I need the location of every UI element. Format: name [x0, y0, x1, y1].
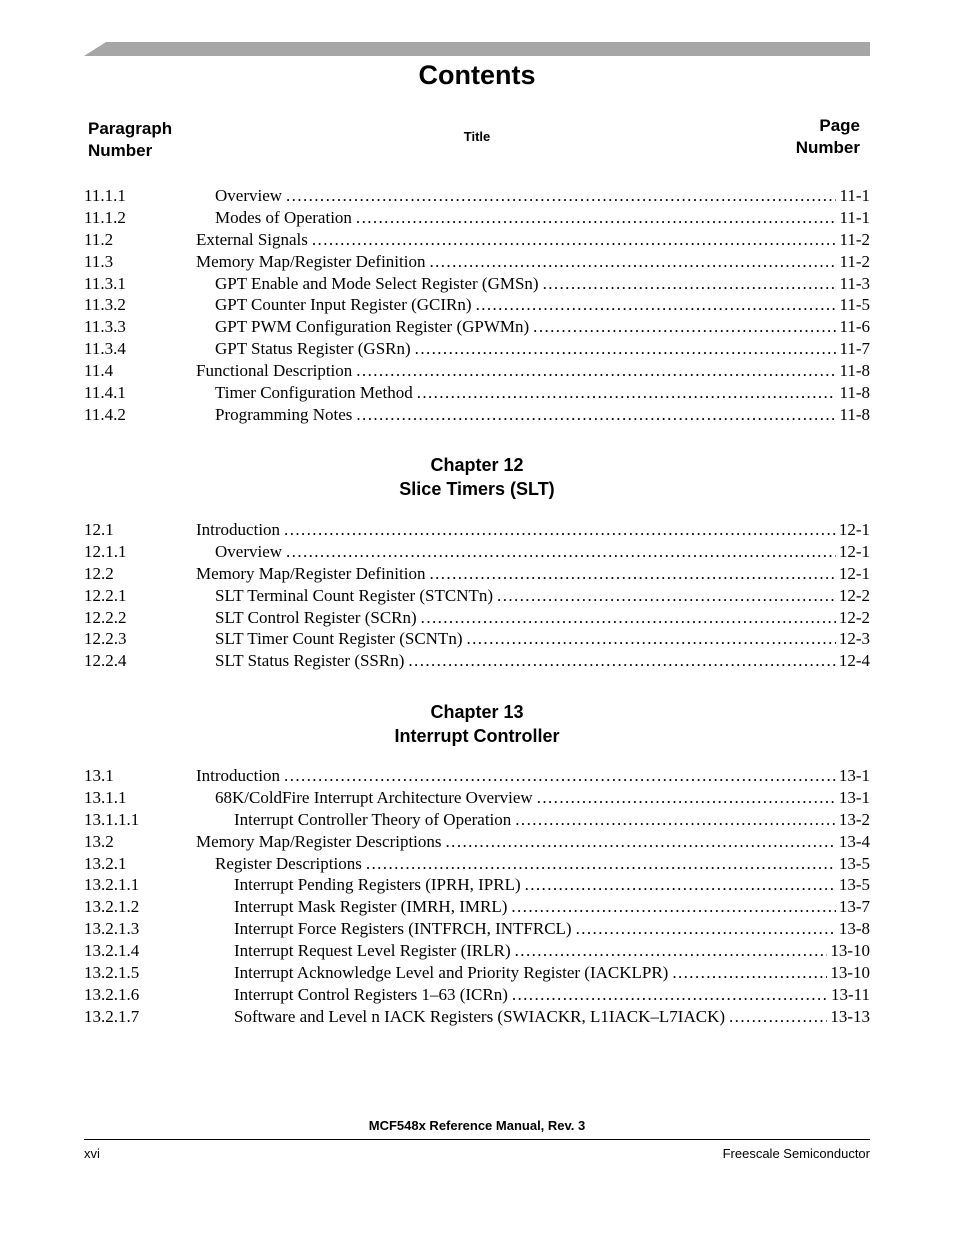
toc-entry-title: Interrupt Controller Theory of Operation	[234, 809, 512, 829]
toc-dot-leader	[312, 229, 837, 251]
toc-entry-page: 11-8	[839, 383, 870, 403]
toc-entry-line	[215, 273, 870, 295]
toc-entry[interactable]	[84, 519, 870, 541]
toc-dot-leader	[408, 650, 835, 672]
toc-entry-number: 11.1.2	[84, 207, 126, 227]
toc-dot-leader	[286, 185, 836, 207]
toc-entry-number: 11.3.4	[84, 339, 126, 359]
toc-entry-title: Timer Configuration Method	[215, 383, 413, 403]
toc-entry-number: 12.2.1	[84, 585, 127, 605]
toc-entry-number: 13.2.1.4	[84, 941, 140, 961]
toc-entry-page: 13-1	[838, 787, 870, 807]
toc-entry-line	[215, 607, 870, 629]
toc-entry-title: Software and Level n IACK Registers (SWIACKR, L1IACK–L7IACK)	[234, 1006, 726, 1026]
toc-entry-line	[234, 874, 870, 896]
toc-entry-number: 11.2	[84, 229, 114, 249]
toc-entry[interactable]	[84, 940, 870, 962]
toc-entry-line	[196, 360, 870, 382]
toc-entry[interactable]	[84, 563, 870, 585]
toc-dot-leader	[533, 316, 836, 338]
toc-entry-title: Interrupt Request Level Register (IRLR)	[234, 941, 511, 961]
toc-entry-page: 11-3	[839, 273, 870, 293]
toc-entry-line	[234, 918, 870, 940]
toc-entry-line	[234, 962, 870, 984]
toc-entry-number: 11.3.1	[84, 273, 126, 293]
toc-entry-page: 13-5	[838, 853, 870, 873]
toc-entry-line	[234, 984, 870, 1006]
toc-entry-number: 13.2.1.3	[84, 919, 140, 939]
toc-entry[interactable]	[84, 853, 870, 875]
toc-entry-page: 11-8	[839, 361, 870, 381]
toc-entry[interactable]	[84, 628, 870, 650]
footer-publisher: Freescale Semiconductor	[722, 1146, 870, 1161]
toc-entry-number: 11.4	[84, 361, 114, 381]
toc-entry-number: 11.4.1	[84, 383, 126, 403]
toc-entry-number: 12.1	[84, 520, 114, 539]
toc-dot-leader	[515, 809, 836, 831]
toc-entry-number: 11.3.3	[84, 317, 126, 337]
toc-entry-title: Interrupt Force Registers (INTFRCH, INTFRCL)	[234, 919, 572, 939]
toc-entry-number: 13.2.1.1	[84, 875, 140, 895]
toc-entry-line	[215, 541, 870, 563]
toc-entry-number: 13.1	[84, 766, 114, 785]
toc-entry-page: 11-6	[839, 317, 870, 337]
toc-dot-leader	[284, 765, 836, 787]
toc-entry-line	[234, 940, 870, 962]
toc-entry-title: GPT Status Register (GSRn)	[215, 339, 411, 359]
toc-entry-line	[215, 650, 870, 672]
toc-dot-leader	[356, 360, 836, 382]
toc-dot-leader	[672, 962, 827, 984]
toc-entry-title: Introduction	[196, 766, 281, 785]
toc-entry-title: GPT Enable and Mode Select Register (GMSn)	[215, 273, 539, 293]
toc-dot-leader	[356, 207, 837, 229]
toc-dot-leader	[429, 563, 835, 585]
toc-entry-line	[215, 787, 870, 809]
toc-dot-leader	[421, 607, 836, 629]
toc-section-chapter-11	[84, 185, 870, 426]
toc-entry-number: 13.2	[84, 831, 114, 851]
toc-entry-line	[196, 563, 870, 585]
toc-entry-number: 13.1.1	[84, 787, 127, 807]
toc-entry-title: External Signals	[196, 229, 308, 249]
toc-entry[interactable]	[84, 874, 870, 896]
toc-entry-line	[215, 382, 870, 404]
toc-entry-line	[215, 207, 870, 229]
toc-entry-page: 13-5	[838, 875, 870, 895]
toc-entry-title: Register Descriptions	[215, 853, 362, 873]
toc-entry-page: 13-1	[838, 766, 870, 785]
toc-entry-title: Interrupt Acknowledge Level and Priority Register (IACKLPR)	[234, 963, 669, 983]
toc-dot-leader	[511, 896, 835, 918]
toc-entry-title: Modes of Operation	[215, 207, 352, 227]
toc-dot-leader	[284, 519, 836, 541]
toc-entry-title: SLT Timer Count Register (SCNTn)	[215, 629, 463, 649]
column-header-title: Title	[463, 129, 491, 144]
toc-entry[interactable]	[84, 918, 870, 940]
toc-entry[interactable]	[84, 273, 870, 295]
toc-entry-page: 13-2	[838, 809, 870, 829]
toc-entry-line	[215, 185, 870, 207]
toc-section-chapter-13	[84, 765, 870, 1028]
toc-dot-leader	[576, 918, 836, 940]
toc-dot-leader	[525, 874, 836, 896]
toc-entry-number: 12.2.2	[84, 607, 127, 627]
toc-entry-line	[234, 896, 870, 918]
toc-entry-title: Programming Notes	[215, 404, 353, 424]
toc-entry[interactable]	[84, 787, 870, 809]
toc-entry-page: 11-7	[839, 339, 870, 359]
toc-entry-title: Interrupt Control Registers 1–63 (ICRn)	[234, 984, 508, 1004]
toc-entry-number: 13.2.1.7	[84, 1006, 140, 1026]
toc-entry-title: Memory Map/Register Definition	[196, 563, 426, 583]
toc-dot-leader	[446, 831, 836, 853]
toc-entry-title: GPT PWM Configuration Register (GPWMn)	[215, 317, 530, 337]
toc-entry-line	[215, 404, 870, 426]
toc-entry-page: 12-2	[838, 607, 870, 627]
toc-entry-page: 13-11	[830, 984, 870, 1004]
toc-entry-page: 11-5	[839, 295, 870, 315]
toc-entry-line	[234, 1006, 870, 1028]
toc-entry[interactable]	[84, 360, 870, 382]
toc-section-chapter-12	[84, 519, 870, 672]
toc-entry-page: 12-1	[838, 541, 870, 561]
toc-entry-page: 12-1	[838, 563, 870, 583]
toc-dot-leader	[286, 541, 836, 563]
toc-entry-line	[196, 251, 870, 273]
toc-entry-page: 12-4	[838, 651, 870, 671]
toc-dot-leader	[466, 628, 835, 650]
footer-manual-title: MCF548x Reference Manual, Rev. 3	[368, 1118, 586, 1133]
toc-entry[interactable]	[84, 251, 870, 273]
toc-entry[interactable]	[84, 185, 870, 207]
toc-entry[interactable]	[84, 294, 870, 316]
toc-entry[interactable]	[84, 1006, 870, 1028]
toc-entry[interactable]	[84, 382, 870, 404]
chapter-13-heading: Chapter 13 Interrupt Controller	[394, 702, 560, 746]
toc-entry-line	[196, 519, 870, 541]
toc-entry-title: Overview	[215, 541, 283, 561]
toc-entry-number: 13.2.1.6	[84, 984, 140, 1004]
toc-dot-leader	[512, 984, 828, 1006]
toc-entry-title: GPT Counter Input Register (GCIRn)	[215, 295, 472, 315]
toc-entry-title: Introduction	[196, 520, 281, 539]
toc-entry-page: 11-1	[839, 186, 870, 205]
toc-entry-number: 13.2.1	[84, 853, 127, 873]
toc-entry-page: 13-8	[838, 919, 870, 939]
toc-entry[interactable]	[84, 585, 870, 607]
page-title: Contents	[418, 60, 536, 90]
toc-entry-line	[215, 338, 870, 360]
toc-entry[interactable]	[84, 765, 870, 787]
toc-dot-leader	[537, 787, 836, 809]
toc-entry-number: 12.2.3	[84, 629, 127, 649]
toc-entry-page: 11-8	[839, 404, 870, 424]
footer-divider	[84, 1139, 870, 1140]
toc-entry-page: 13-10	[830, 941, 870, 961]
toc-entry-title: SLT Status Register (SSRn)	[215, 651, 405, 671]
toc-dot-leader	[543, 273, 837, 295]
toc-entry-number: 11.3	[84, 251, 114, 271]
toc-entry[interactable]	[84, 316, 870, 338]
toc-entry-title: SLT Control Register (SCRn)	[215, 607, 417, 627]
toc-entry-line	[196, 831, 870, 853]
toc-entry[interactable]	[84, 962, 870, 984]
toc-dot-leader	[729, 1006, 827, 1028]
column-header-page-number: Page Number	[795, 116, 860, 157]
toc-entry-title: Interrupt Pending Registers (IPRH, IPRL)	[234, 875, 521, 895]
header-banner	[84, 42, 870, 56]
toc-entry-page: 13-7	[838, 897, 870, 917]
toc-entry[interactable]	[84, 338, 870, 360]
toc-entry-number: 11.4.2	[84, 404, 126, 424]
toc-entry-number: 11.1.1	[84, 186, 126, 205]
toc-entry-line	[215, 316, 870, 338]
toc-entry[interactable]	[84, 207, 870, 229]
toc-entry-title: Memory Map/Register Definition	[196, 251, 426, 271]
toc-entry[interactable]	[84, 404, 870, 426]
toc-entry-number: 13.2.1.5	[84, 963, 140, 983]
toc-dot-leader	[429, 251, 836, 273]
toc-entry-line	[196, 765, 870, 787]
toc-entry[interactable]	[84, 896, 870, 918]
toc-entry-line	[234, 809, 870, 831]
toc-entry-title: 68K/ColdFire Interrupt Architecture Overview	[215, 787, 533, 807]
toc-entry-line	[215, 853, 870, 875]
toc-entry-page: 11-2	[839, 229, 870, 249]
toc-dot-leader	[366, 853, 836, 875]
chapter-12-heading: Chapter 12 Slice Timers (SLT)	[399, 455, 555, 499]
toc-entry[interactable]	[84, 541, 870, 563]
toc-entry-number: 13.2.1.2	[84, 897, 140, 917]
toc-dot-leader	[415, 338, 837, 360]
toc-entry-line	[215, 628, 870, 650]
toc-entry-number: 11.3.2	[84, 295, 126, 315]
toc-dot-leader	[497, 585, 836, 607]
toc-dot-leader	[515, 940, 828, 962]
toc-entry[interactable]	[84, 984, 870, 1006]
toc-entry-title: Interrupt Mask Register (IMRH, IMRL)	[234, 897, 508, 917]
toc-entry[interactable]	[84, 809, 870, 831]
toc-entry[interactable]	[84, 650, 870, 672]
toc-entry[interactable]	[84, 229, 870, 251]
toc-entry[interactable]	[84, 831, 870, 853]
toc-entry-page: 12-3	[838, 629, 870, 649]
toc-entry-page: 13-10	[830, 963, 870, 983]
toc-entry-line	[215, 585, 870, 607]
toc-entry-page: 11-1	[839, 207, 870, 227]
footer-page-number: xvi	[84, 1146, 100, 1161]
toc-entry-page: 13-4	[838, 831, 870, 851]
toc-entry-page: 11-2	[839, 251, 870, 271]
column-header-paragraph-number: Paragraph Number	[88, 119, 173, 160]
toc-entry-title: Memory Map/Register Descriptions	[196, 831, 442, 851]
toc-entry[interactable]	[84, 607, 870, 629]
toc-entry-number: 13.1.1.1	[84, 809, 140, 829]
toc-dot-leader	[417, 382, 837, 404]
toc-dot-leader	[476, 294, 837, 316]
toc-entry-page: 12-1	[838, 520, 870, 539]
toc-entry-title: Functional Description	[196, 361, 353, 381]
toc-entry-number: 12.2	[84, 563, 114, 583]
toc-entry-title: SLT Terminal Count Register (STCNTn)	[215, 585, 494, 605]
toc-entry-page: 13-13	[830, 1006, 870, 1026]
toc-dot-leader	[356, 404, 836, 426]
toc-entry-line	[196, 229, 870, 251]
toc-entry-number: 12.2.4	[84, 651, 127, 671]
toc-entry-line	[215, 294, 870, 316]
toc-entry-number: 12.1.1	[84, 541, 127, 561]
toc-entry-title: Overview	[215, 186, 283, 205]
toc-entry-page: 12-2	[838, 585, 870, 605]
